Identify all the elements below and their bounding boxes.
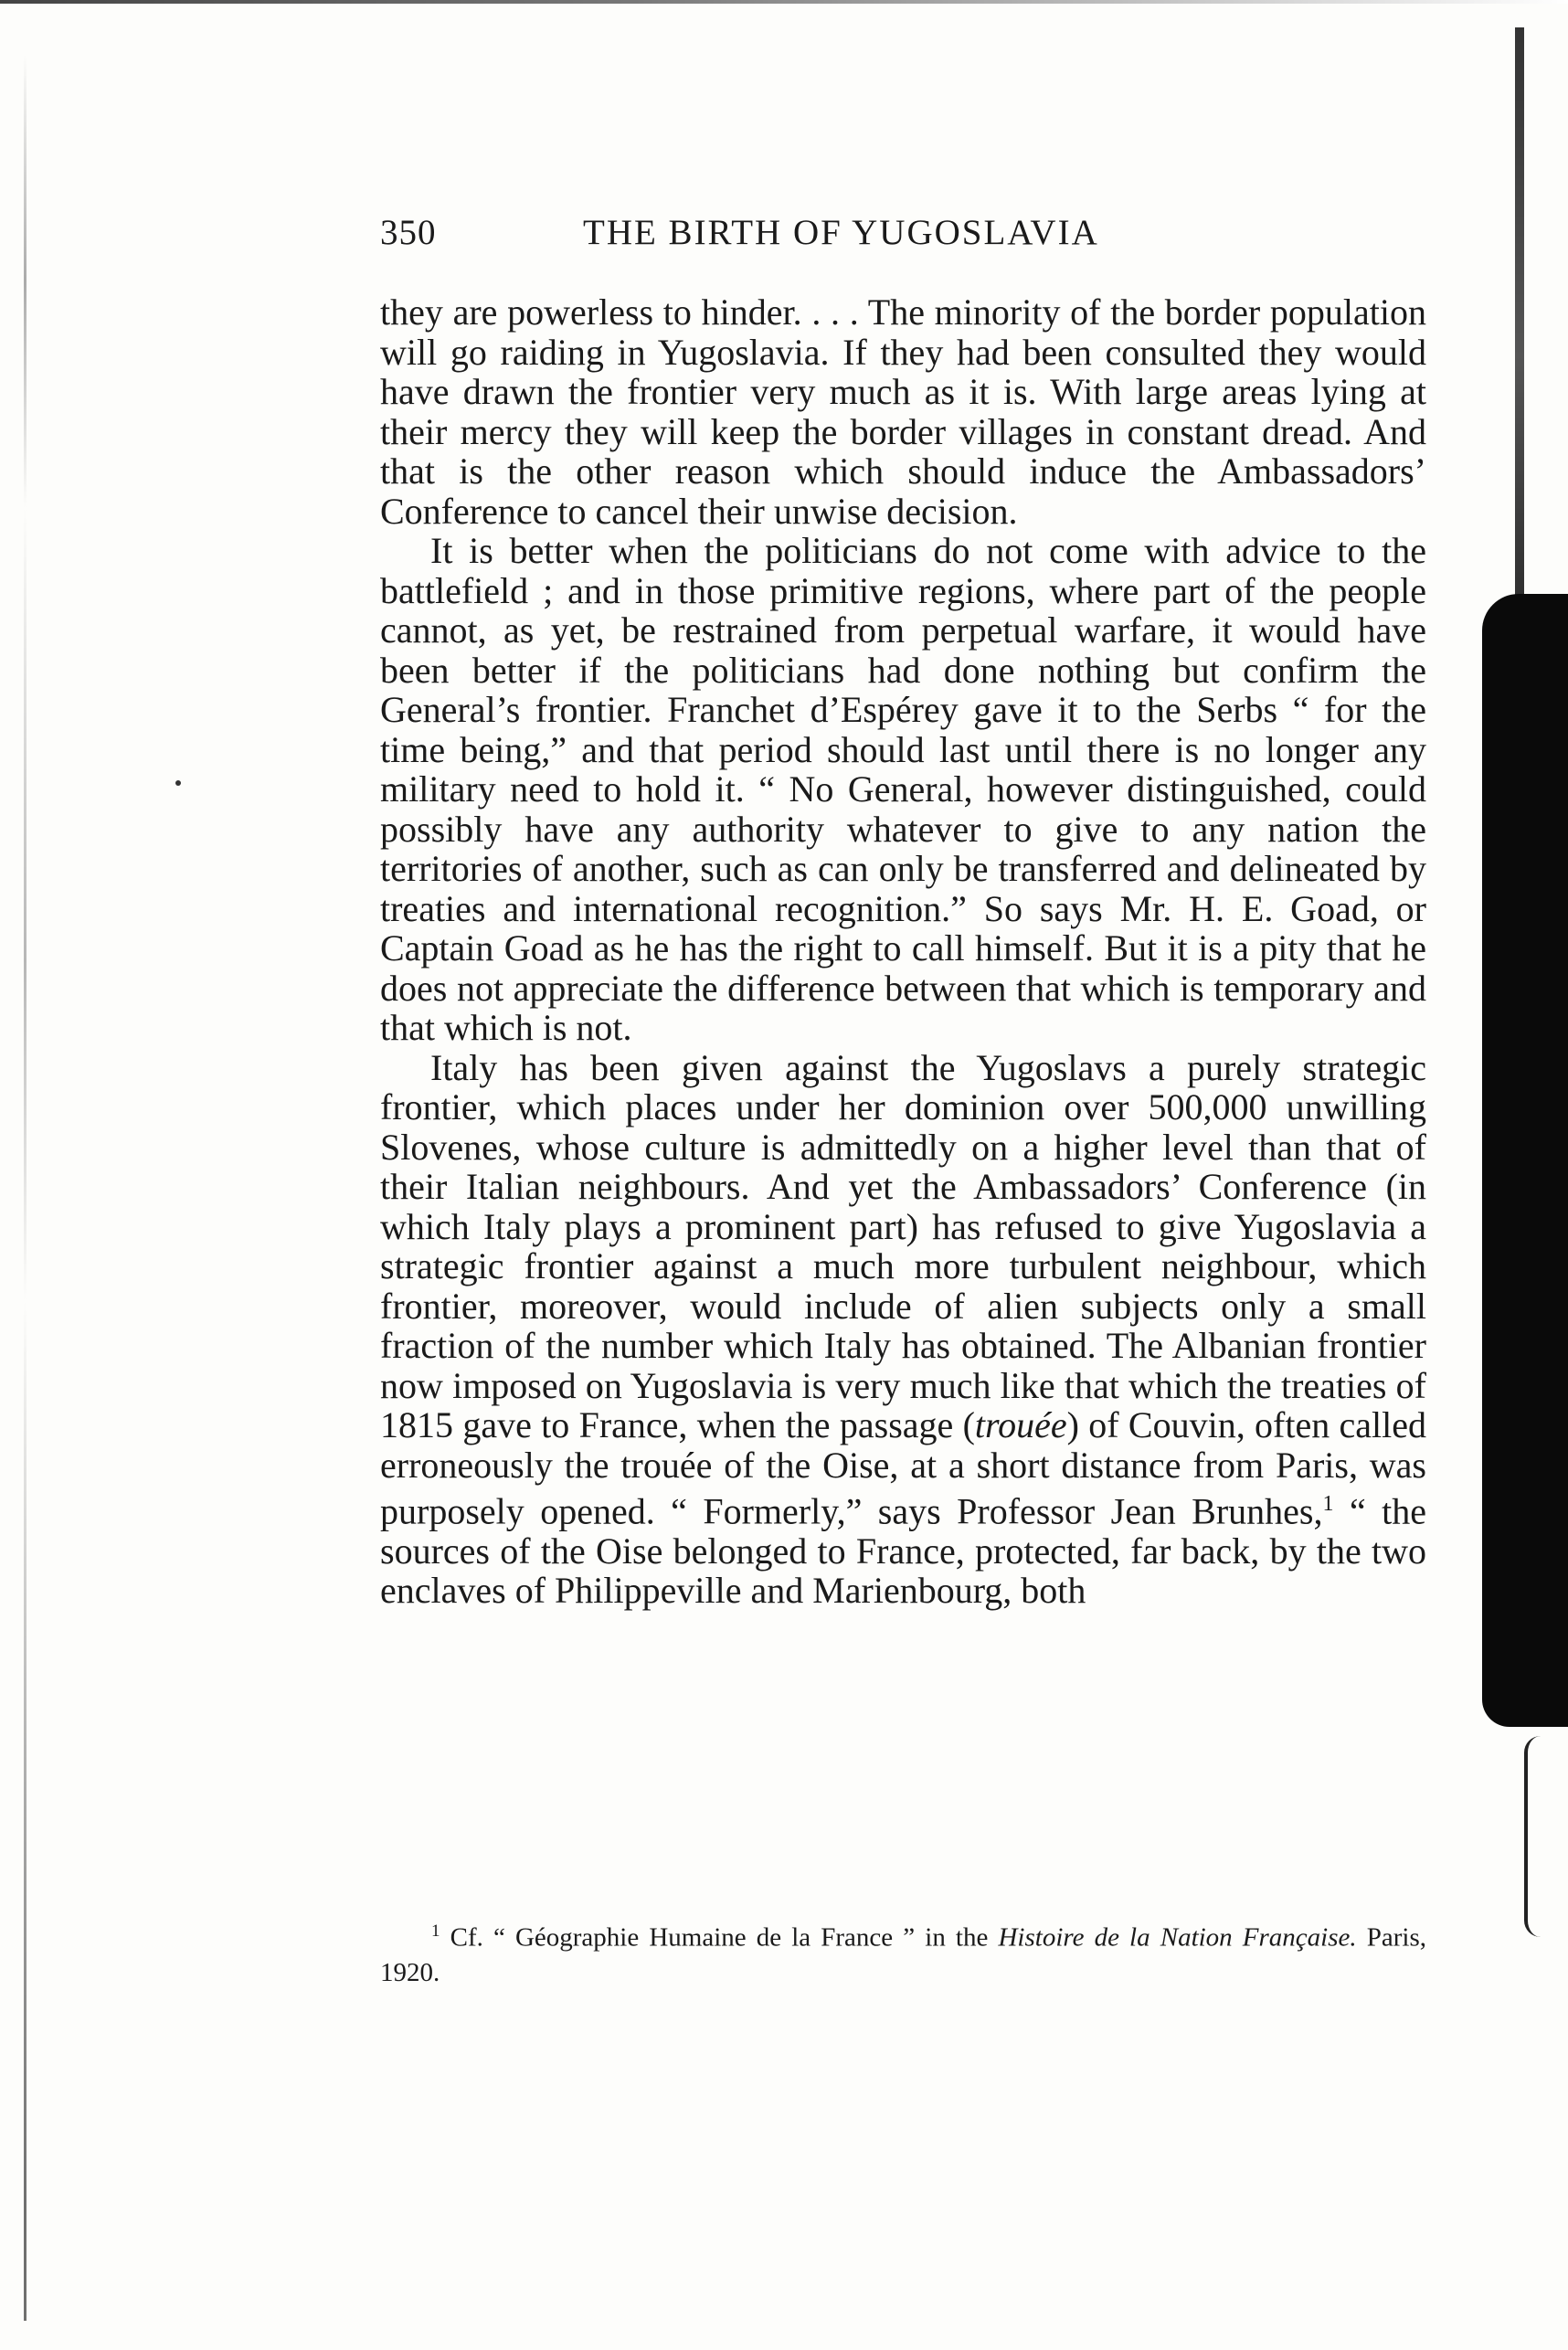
footnote-reference: 1 [1322,1492,1334,1516]
paragraph: they are powerless to hinder. . . . The minority of the border population will go raiding in Yugoslavia. If they had been consulted they would have drawn the frontier very much as it is. With large areas lying at their mercy they will keep the border villages in constant dread. And that is the other reason which should induce the Ambassadors’ Conference to cancel their unwise decision. [380,291,1426,532]
footnote-text: Paris, 1920. [380,1922,1427,1987]
page-header [380,212,1413,267]
footnote [380,1914,1426,1990]
binding-dark-area [1482,594,1568,1727]
paragraph-text: ) of Couvin, often called erroneously the trouée of the Oise, at a short distance from Paris, was purposely opened. “ Formerly,” says Professor Jean Brunhes, [380,1404,1427,1532]
paragraph [380,1048,1426,1611]
footnote-marker: 1 [431,1921,440,1941]
body-text [380,292,1426,1611]
scan-top-edge [0,0,1568,4]
scan-binding-shadow [1480,27,1568,1672]
paragraph-text: “ the sources of the Oise belonged to France, protected, far back, by the two enclaves of Philippeville and Marienbourg, both [380,1490,1426,1612]
scan-left-edge [24,55,26,2321]
italic-term: trouée [974,1404,1067,1445]
margin-bracket-mark [1524,1736,1541,1937]
footnote-text: Cf. “ Géographie Humaine de la France ” in the [440,1922,999,1953]
page-number: 350 [380,213,437,252]
paragraph: It is better when the politicians do not come with advice to the battlefield ; and in those primitive regions, where part of the people cannot, as yet, be restrained from perpetual warfare, it would have been better if the politicians had done nothing but confirm the General’s frontier. Franchet d’Espérey gave it to the Serbs “ for the time being,” and that period should last until there is no longer any military need to hold it. “ No General, however distinguished, could possibly have any authority whatever to give to any nation the territories of another, such as can only be transferred and delineated by treaties and international recognition.” So says Mr. H. E. Goad, or Captain Goad as he has the right to call himself. But it is a pity that he does not appreciate the difference between that which is temporary and that which is not. [380,530,1426,1048]
footnote-title: Histoire de la Nation Française. [998,1922,1357,1953]
paragraph-text: Italy has been given against the Yugoslavs a purely strategic frontier, which places under her dominion over 500,000 unwilling Slovenes, whose culture is admittedly on a higher level than that of their Italian neighbours. And yet the Ambassadors’ Conference (in which Italy plays a prominent part) has refused to give Yugoslavia a strategic frontier against a much more turbulent neighbour, which frontier, moreover, would include of alien subjects only a small fraction of the number which Italy has obtained. The Albanian frontier now imposed on Yugoslavia is very much like that which the treaties of 1815 gave to France, when the passage ( [380,1046,1426,1445]
running-title: THE BIRTH OF YUGOSLAVIA [583,213,1099,252]
margin-dot-mark [175,780,181,786]
